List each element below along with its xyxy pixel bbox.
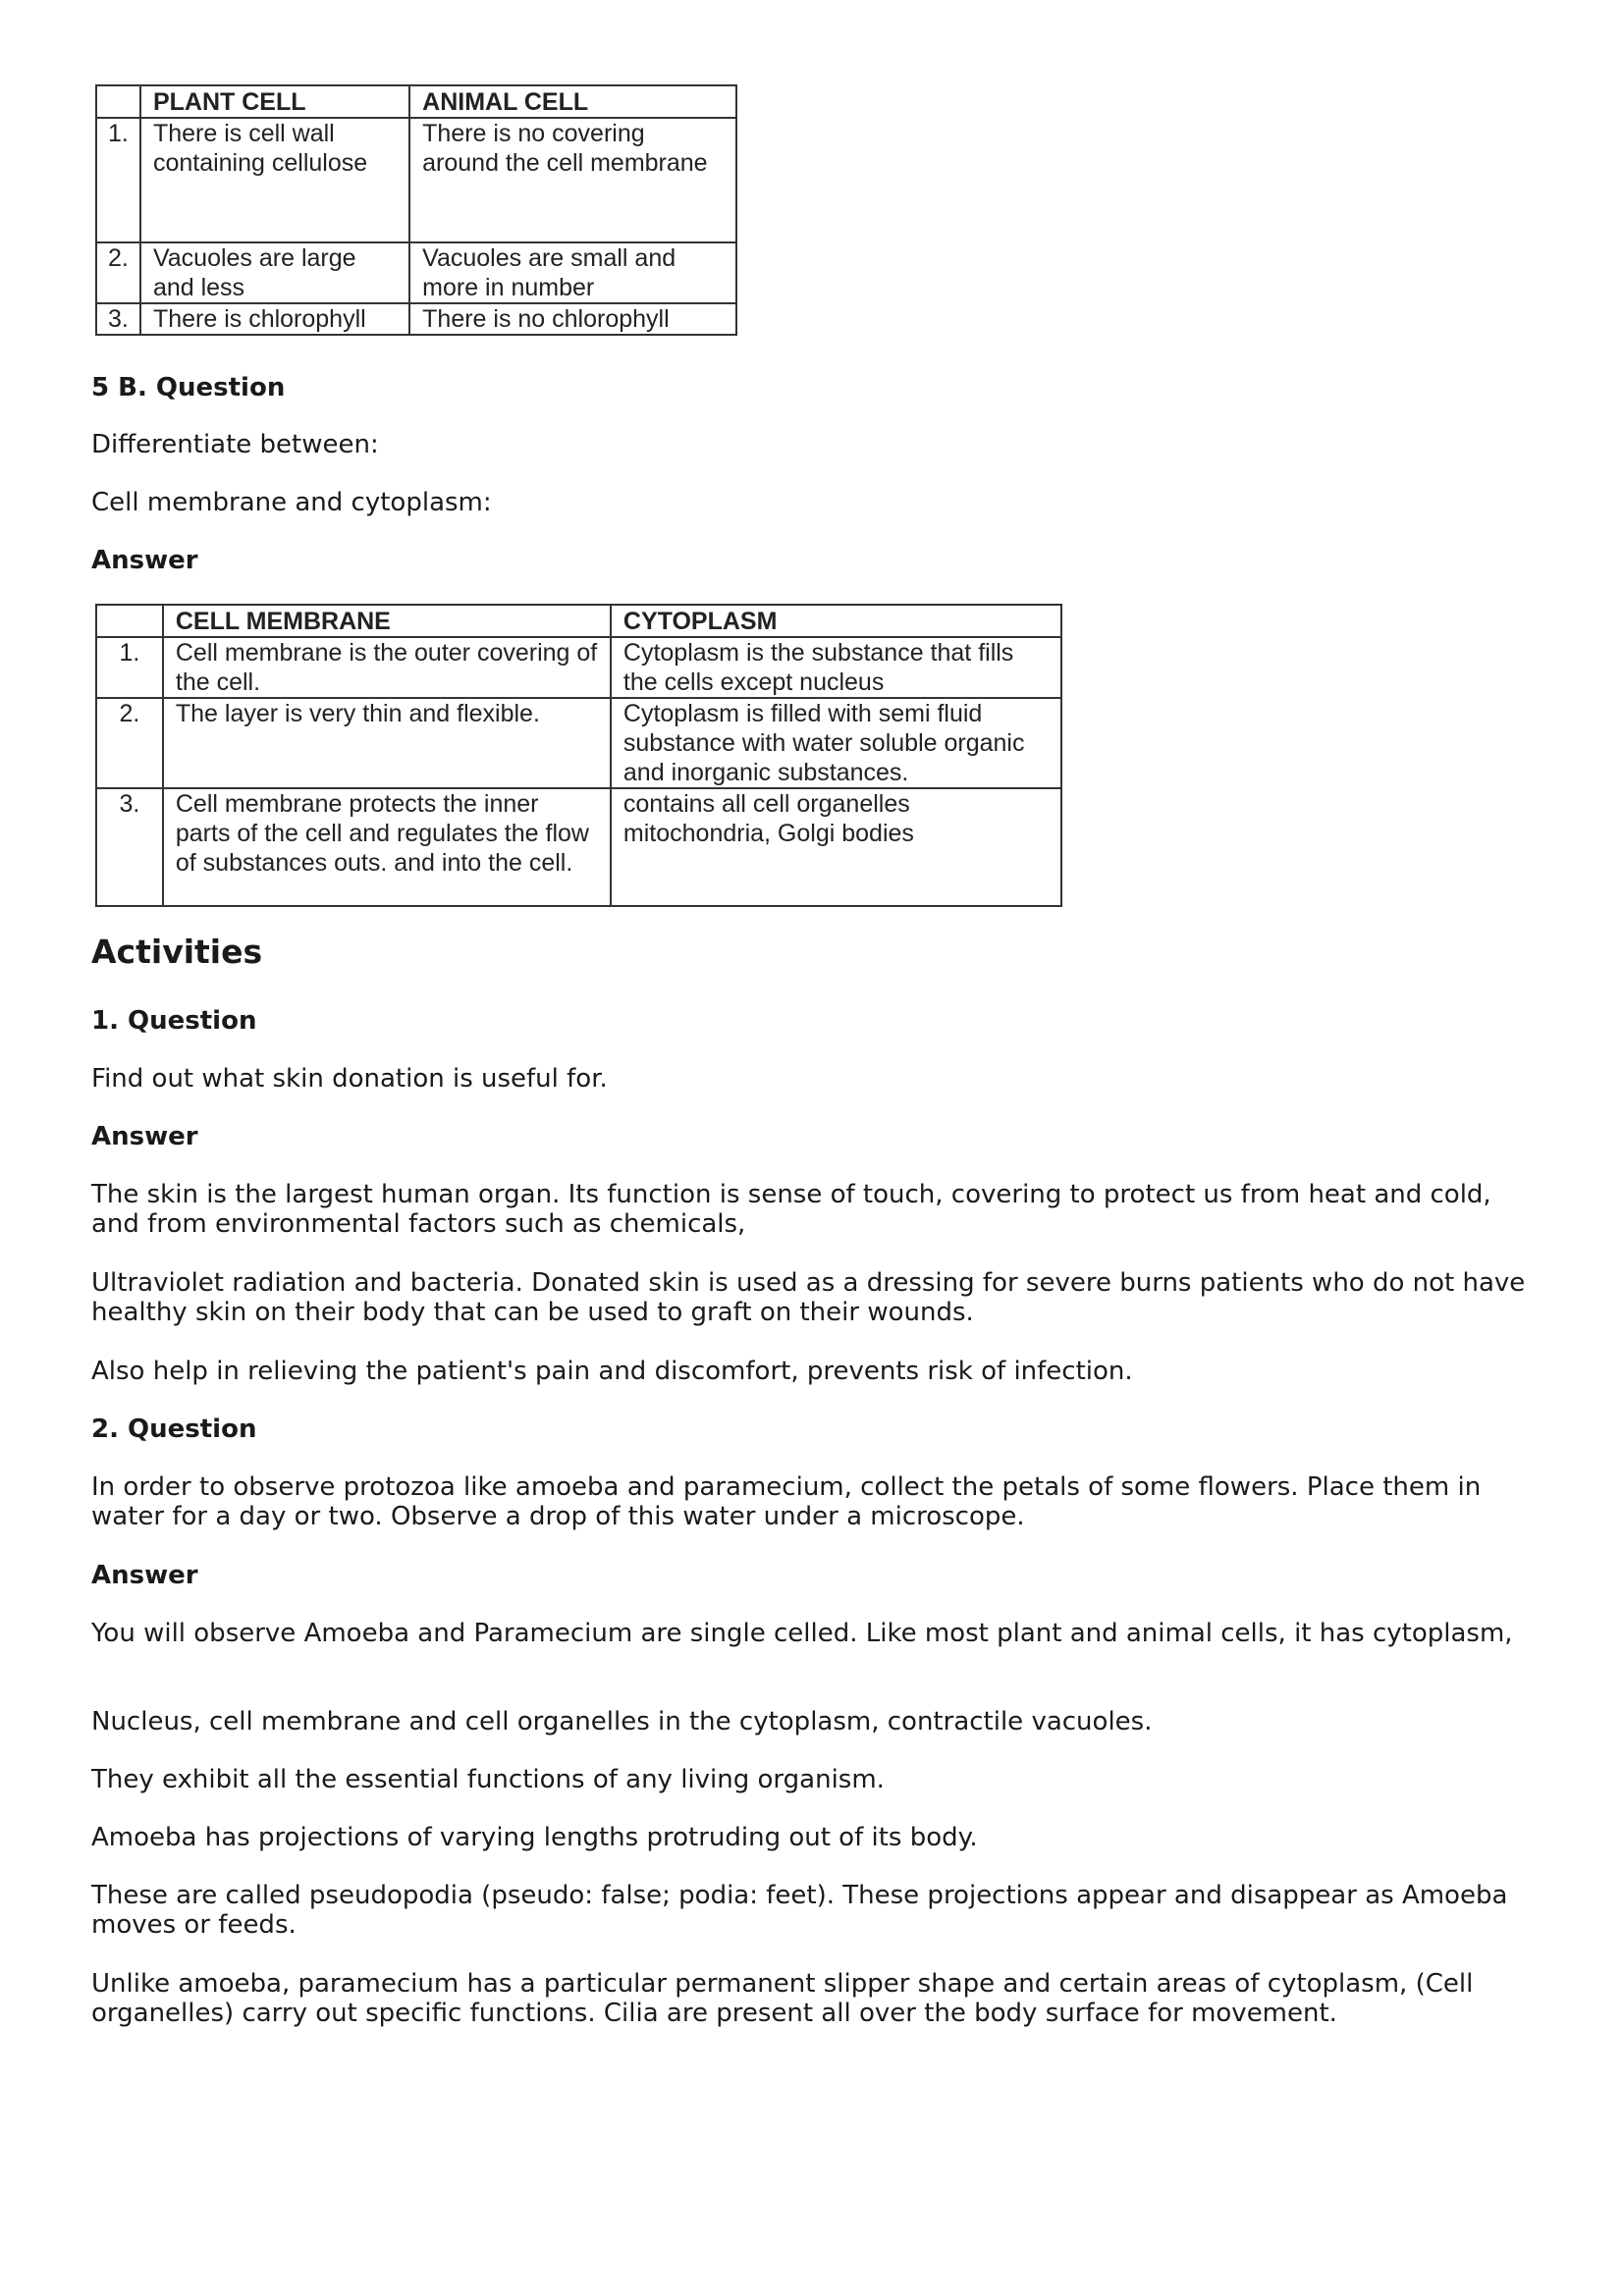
activity-1-question: Find out what skin donation is useful for.: [91, 1064, 608, 1094]
plant-animal-cell-table: [95, 84, 737, 336]
table-cell: There is no covering around the cell membrane: [409, 118, 736, 242]
table-cell: 3.: [96, 303, 140, 335]
answer-label: Answer: [91, 546, 198, 575]
table-cell: Cell membrane protects the inner parts of the cell and regulates the flow of substances outs. and into the cell.: [163, 788, 611, 906]
activity-1-heading: 1. Question: [91, 1006, 257, 1036]
answer-paragraph: The skin is the largest human organ. Its function is sense of touch, covering to protect us from heat and cold, and from environmental factors such as chemicals,: [91, 1180, 1491, 1239]
table-cell: 1.: [96, 637, 163, 698]
question-5b-heading: 5 B. Question: [91, 373, 286, 402]
activity-2-heading: 2. Question: [91, 1415, 257, 1444]
activities-heading: Activities: [91, 933, 263, 971]
table-cell: There is chlorophyll: [140, 303, 409, 335]
table-header-cell: PLANT CELL: [140, 85, 409, 118]
table-header-cell: ANIMAL CELL: [409, 85, 736, 118]
table-header-cell: [96, 85, 140, 118]
table-cell: 2.: [96, 698, 163, 788]
table-header-row: [96, 85, 736, 118]
table-row: [96, 698, 1061, 788]
answer-paragraph: Also help in relieving the patient's pain and discomfort, prevents risk of infection.: [91, 1357, 1133, 1386]
table-row: [96, 242, 736, 303]
table-cell: 2.: [96, 242, 140, 303]
table-header-cell: [96, 605, 163, 637]
table-header-cell: CELL MEMBRANE: [163, 605, 611, 637]
answer-label: Answer: [91, 1561, 198, 1590]
table-cell: contains all cell organelles mitochondria, Golgi bodies: [611, 788, 1061, 906]
table-cell: Cytoplasm is the substance that fills the cells except nucleus: [611, 637, 1061, 698]
answer-paragraph: Ultraviolet radiation and bacteria. Donated skin is used as a dressing for severe burns patients who do not have healthy skin on their body that can be used to graft on their wounds.: [91, 1268, 1526, 1327]
table-row: [96, 788, 1061, 906]
activity-2-question: In order to observe protozoa like amoeba and paramecium, collect the petals of some flowers. Place them in water for a day or two. Observe a drop of this water under a microscope.: [91, 1472, 1482, 1531]
table-row: [96, 118, 736, 242]
table-cell: The layer is very thin and flexible.: [163, 698, 611, 788]
table-row: [96, 303, 736, 335]
answer-paragraph: Amoeba has projections of varying lengths protruding out of its body.: [91, 1823, 978, 1852]
table-cell: Vacuoles are large and less: [140, 242, 409, 303]
table-cell: 1.: [96, 118, 140, 242]
answer-paragraph: Nucleus, cell membrane and cell organelles in the cytoplasm, contractile vacuoles.: [91, 1707, 1153, 1736]
table-header-row: [96, 605, 1061, 637]
answer-paragraph: They exhibit all the essential functions of any living organism.: [91, 1765, 885, 1794]
table-cell: Cell membrane is the outer covering of the cell.: [163, 637, 611, 698]
answer-paragraph: Unlike amoeba, paramecium has a particular permanent slipper shape and certain areas of cytoplasm, (Cell organelles) carry out specific functions. Cilia are present all over the body surface for movement.: [91, 1969, 1474, 2028]
table-header-cell: CYTOPLASM: [611, 605, 1061, 637]
answer-paragraph: These are called pseudopodia (pseudo: false; podia: feet). These projections appear and disappear as Amoeba moves or feeds.: [91, 1881, 1508, 1940]
question-5b-text: Cell membrane and cytoplasm:: [91, 488, 492, 517]
table-cell: Cytoplasm is filled with semi fluid substance with water soluble organic and inorganic substances.: [611, 698, 1061, 788]
table-row: [96, 637, 1061, 698]
question-5b-text: Differentiate between:: [91, 430, 379, 459]
answer-label: Answer: [91, 1122, 198, 1151]
answer-paragraph: You will observe Amoeba and Paramecium are single celled. Like most plant and animal cells, it has cytoplasm,: [91, 1619, 1513, 1648]
table-cell: Vacuoles are small and more in number: [409, 242, 736, 303]
table-cell: There is cell wall containing cellulose: [140, 118, 409, 242]
table-cell: There is no chlorophyll: [409, 303, 736, 335]
membrane-cytoplasm-table: [95, 604, 1062, 907]
table-cell: 3.: [96, 788, 163, 906]
